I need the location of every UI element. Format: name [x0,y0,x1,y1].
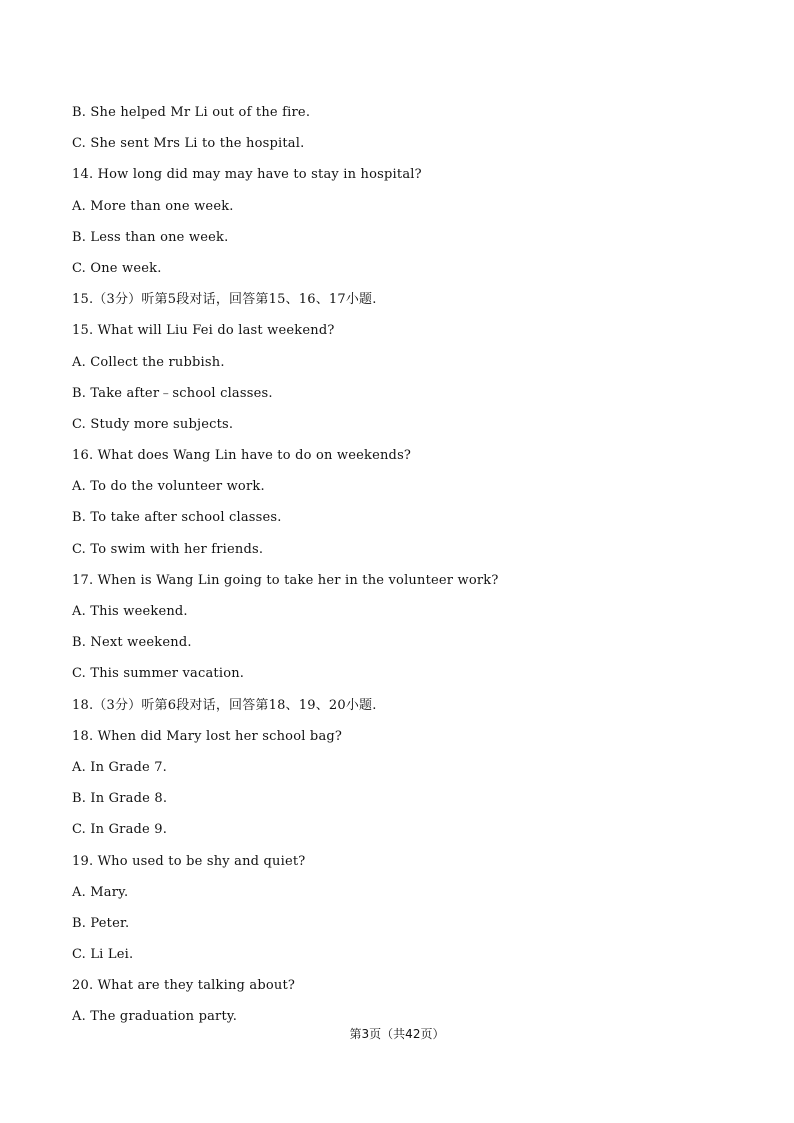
question-17: 17. When is Wang Lin going to take her in the volunteer work? [72,572,499,588]
option-b-q18: B. In Grade 8. [72,791,168,807]
question-14: 14. How long did may may have to stay in hospital? [72,167,422,183]
option-a-q14: A. More than one week. [72,198,234,214]
option-a-q20: A. The graduation party. [72,1009,238,1025]
option-c-q15: C. Study more subjects. [72,416,234,432]
section-header-dialogue-6: 18.（3分）听第6段对话，回答第18、19、20小题. [72,697,377,713]
option-a-q16: A. To do the volunteer work. [72,479,265,495]
question-15: 15. What will Liu Fei do last weekend? [72,323,335,339]
option-c-q19: C. Li Lei. [72,947,134,963]
option-b-q14: B. Less than one week. [72,229,229,245]
option-a-q18: A. In Grade 7. [72,759,167,775]
option-c-q13: C. She sent Mrs Li to the hospital. [72,136,305,152]
option-b-q16: B. To take after school classes. [72,510,282,526]
option-a-q17: A. This weekend. [72,604,188,619]
question-20: 20. What are they talking about? [72,978,296,994]
option-c-q18: C. In Grade 9. [72,822,168,838]
option-a-q15: A. Collect the rubbish. [72,354,225,370]
option-c-q16: C. To swim with her friends. [72,541,264,557]
question-19: 19. Who used to be shy and quiet? [72,853,306,869]
section-header-dialogue-5: 15.（3分）听第5段对话，回答第15、16、17小题. [72,292,377,308]
option-a-q19: A. Mary. [72,884,129,900]
question-text-block [72,103,732,1039]
option-b-q15: B. Take after﹣school classes. [72,385,273,401]
question-18: 18. When did Mary lost her school bag? [72,728,343,744]
option-c-q17: C. This summer vacation. [72,666,245,682]
option-b-q17: B. Next weekend. [72,635,192,651]
page-number-footer: 第3页（共42页） [349,1027,445,1041]
question-16: 16. What does Wang Lin have to do on weekends? [72,448,412,464]
option-c-q14: C. One week. [72,260,162,276]
option-b-q19: B. Peter. [72,915,130,931]
option-b-q13: B. She helped Mr Li out of the fire. [72,105,311,120]
